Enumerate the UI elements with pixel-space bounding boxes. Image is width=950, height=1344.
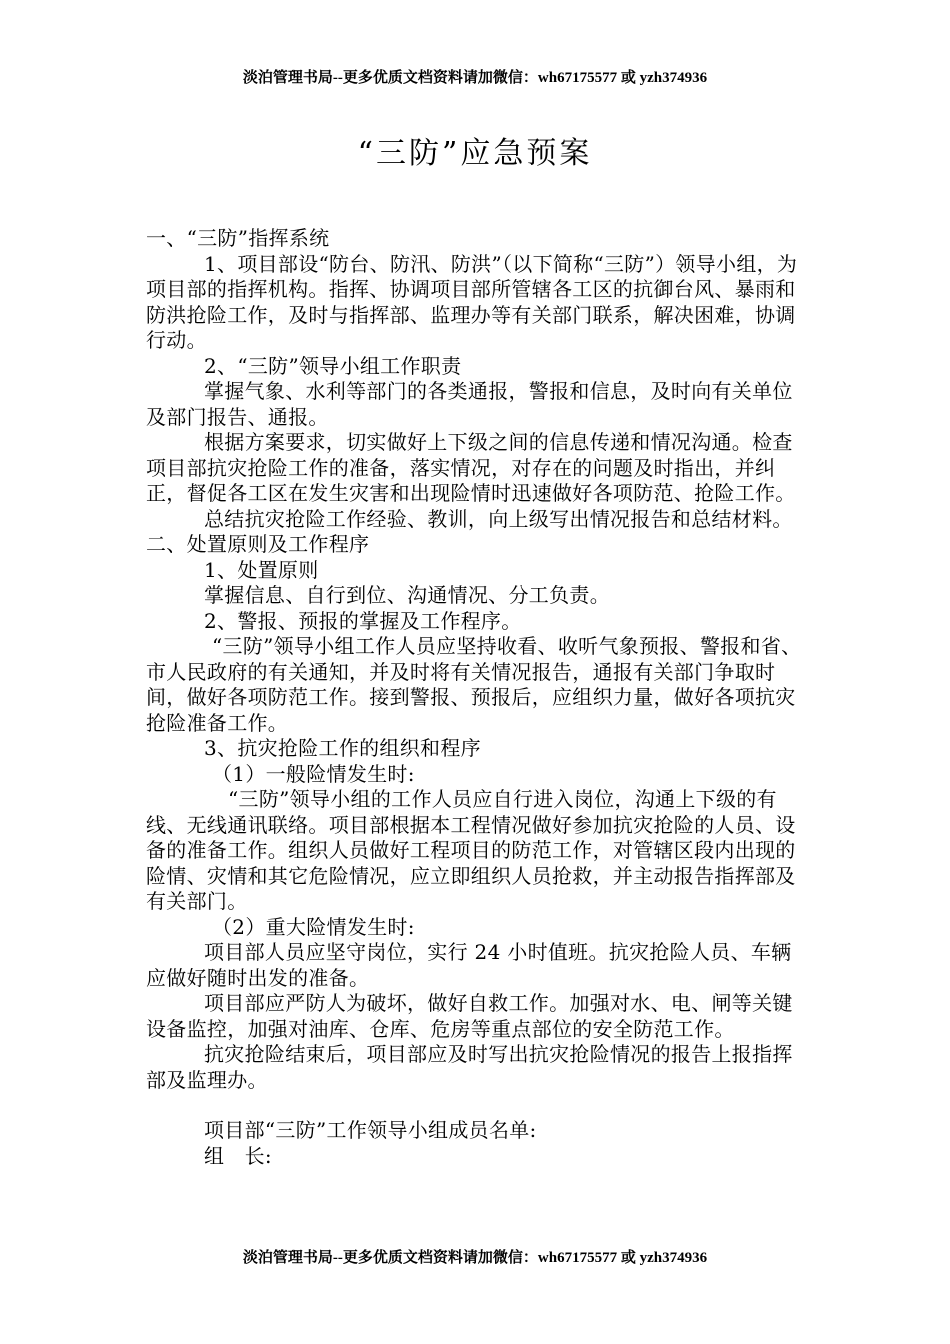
paragraph: 掌握气象、水利等部门的各类通报，警报和信息，及时向有关单位及部门报告、通报。 bbox=[146, 379, 793, 429]
paragraph: 掌握信息、自行到位、沟通情况、分工负责。 bbox=[204, 583, 610, 607]
subheading: （2）重大险情发生时: bbox=[212, 914, 415, 939]
subheading: 2、“三防”领导小组工作职责 bbox=[204, 353, 462, 378]
document-body bbox=[146, 226, 806, 1169]
member-list-heading: 项目部“三防”工作领导小组成员名单: bbox=[204, 1118, 537, 1142]
page-footer: 淡泊管理书局--更多优质文档资料请加微信：wh67175577 或 yzh374936 bbox=[242, 1250, 708, 1266]
subheading: 3、抗灾抢险工作的组织和程序 bbox=[204, 736, 481, 760]
subheading: 1、处置原则 bbox=[204, 557, 319, 582]
paragraph: 抗灾抢险结束后，项目部应及时写出抗灾抢险情况的报告上报指挥部及监理办。 bbox=[146, 1042, 793, 1092]
section-heading: 一、“三防”指挥系统 bbox=[146, 226, 330, 250]
subheading: 2、警报、预报的掌握及工作程序。 bbox=[204, 608, 522, 633]
paragraph: 项目部应严防人为破坏，做好自救工作。加强对水、电、闸等关键设备监控，加强对油库、仓库、危房等重点部位的安全防范工作。 bbox=[146, 991, 793, 1041]
paragraph: 项目部人员应坚守岗位，实行 24 小时值班。抗灾抢险人员、车辆应做好随时出发的准备。 bbox=[146, 940, 792, 990]
document-title: “三防”应急预案 bbox=[357, 136, 593, 171]
member-role-leader: 组 长: bbox=[204, 1143, 272, 1168]
paragraph: 根据方案要求，切实做好上下级之间的信息传递和情况沟通。检查项目部抗灾抢险工作的准备，落实情况，对存在的问题及时指出，并纠正，督促各工区在发生灾害和出现险情时迅速做好各项防范、抢险工作。 bbox=[146, 430, 796, 505]
page-header: 淡泊管理书局--更多优质文档资料请加微信：wh67175577 或 yzh374936 bbox=[242, 70, 708, 86]
paragraph: 1、项目部设“防台、防汛、防洪”（以下简称“三防”）领导小组，为项目部的指挥机构。指挥、协调项目部所管辖各工区的抗御台风、暴雨和防洪抢险工作，及时与指挥部、监理办等有关部门联系，解决困难，协调行动。 bbox=[146, 251, 798, 352]
paragraph: “三防”领导小组的工作人员应自行进入岗位，沟通上下级的有线、无线通讯联络。项目部根据本工程情况做好参加抗灾抢险的人员、设备的准备工作。组织人员做好工程项目的防范工作，对管辖区段内出现的险情、灾情和其它危险情况，应立即组织人员抢救，并主动报告指挥部及有关部门。 bbox=[146, 787, 796, 913]
section-heading: 二、处置原则及工作程序 bbox=[146, 532, 370, 556]
paragraph: 总结抗灾抢险工作经验、教训，向上级写出情况报告和总结材料。 bbox=[204, 506, 793, 531]
paragraph: “三防”领导小组工作人员应坚持收看、收听气象预报、警报和省、市人民政府的有关通知，并及时将有关情况报告，通报有关部门争取时间，做好各项防范工作。接到警报、预报后，应组织力量，做好各项抗灾抢险准备工作。 bbox=[146, 634, 802, 735]
subheading: （1）一般险情发生时: bbox=[212, 761, 415, 786]
